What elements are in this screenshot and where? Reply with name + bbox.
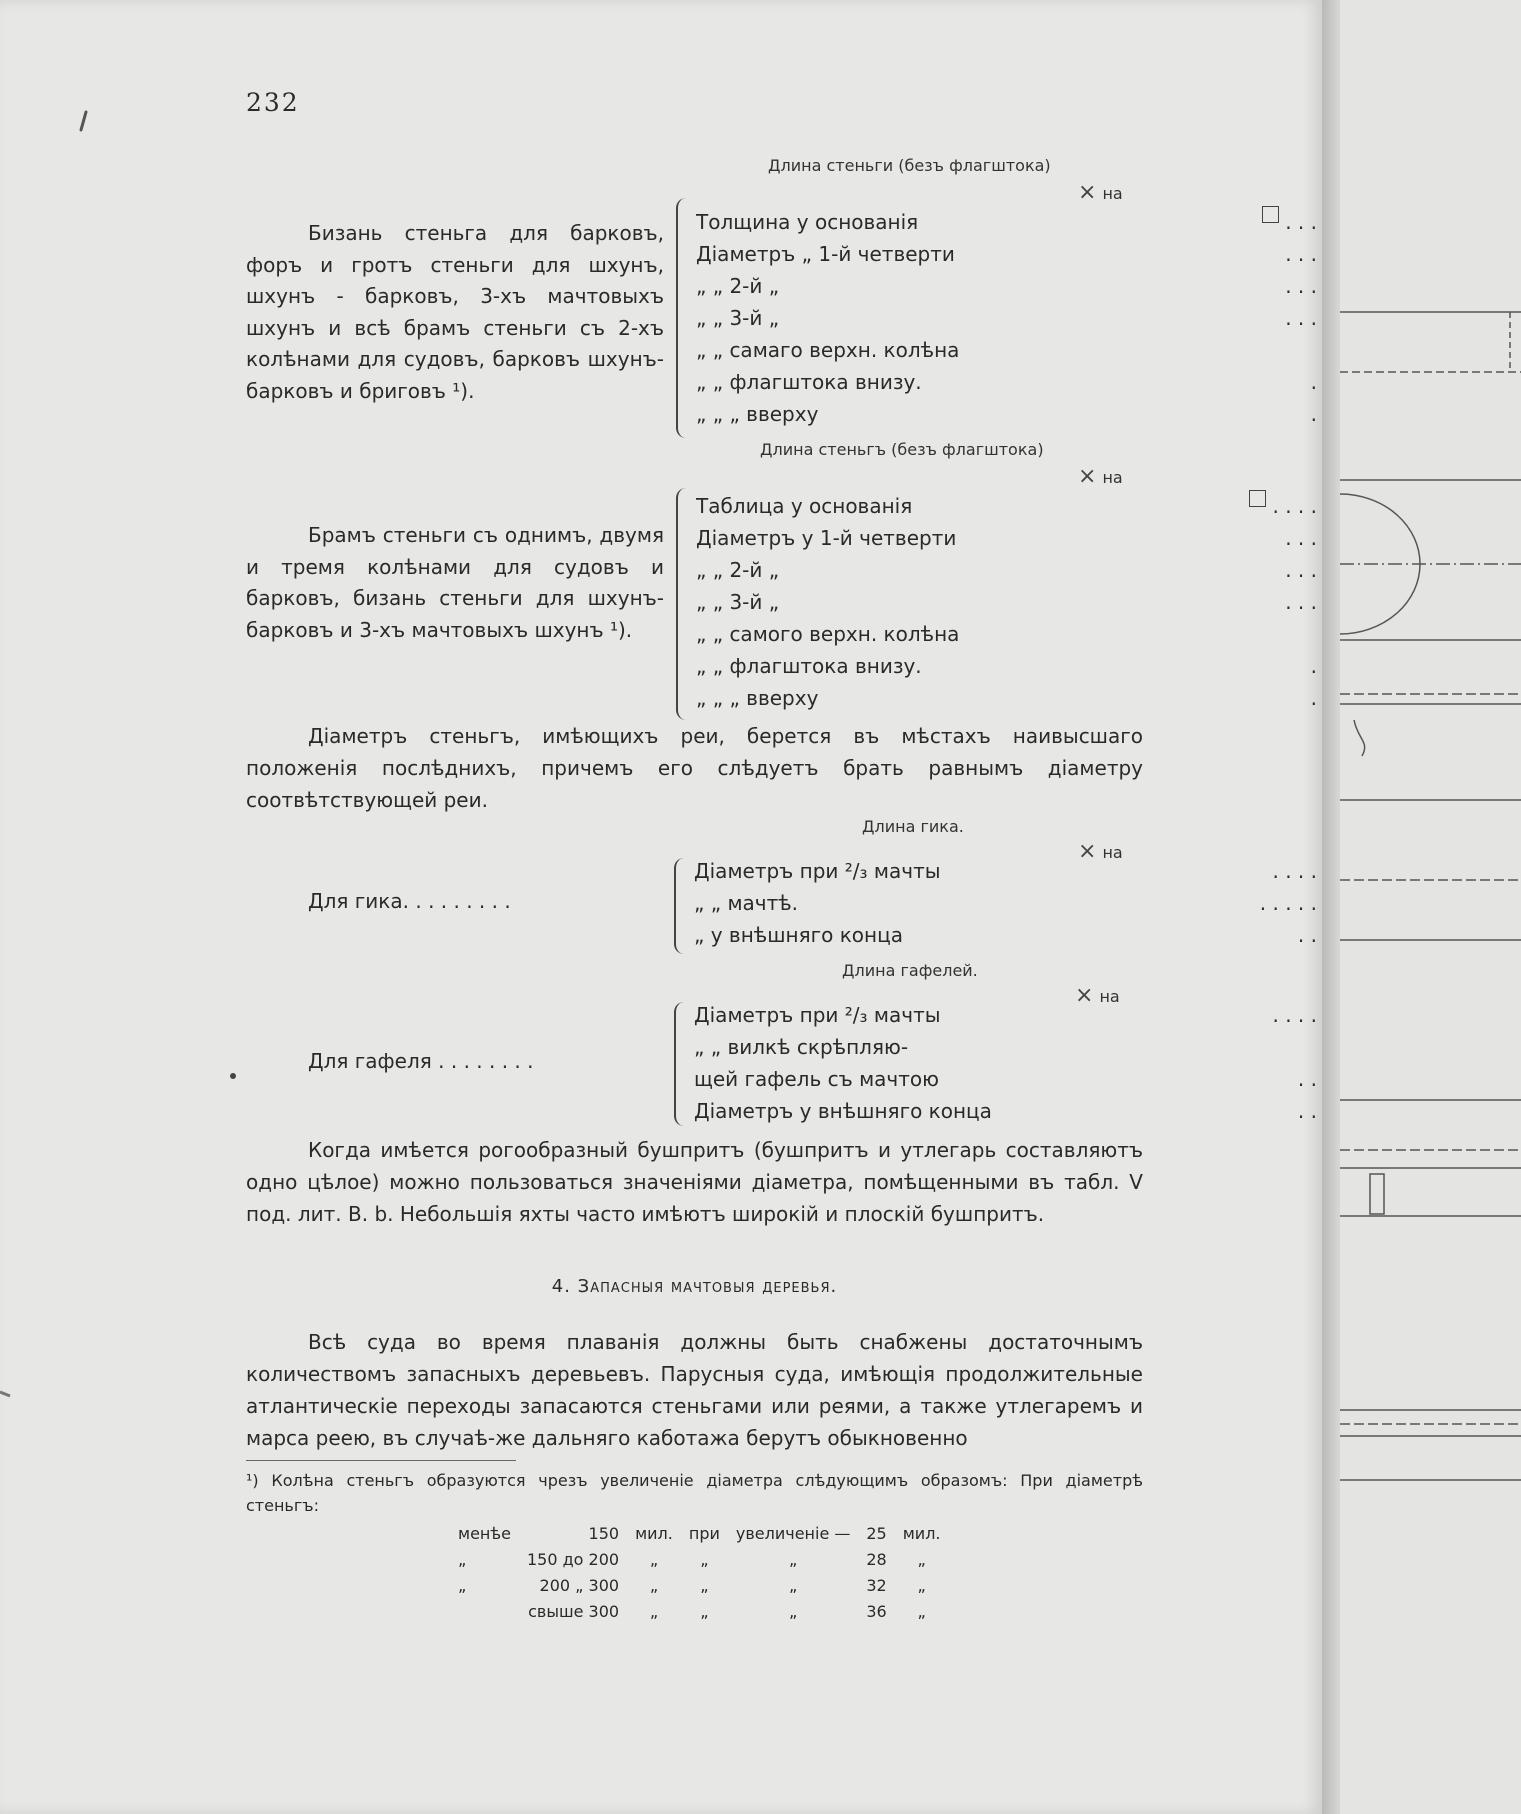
footnote-cell: 150 до 200: [526, 1549, 620, 1569]
row-label: Толщина у основанія: [696, 210, 919, 234]
section-4-unit: × на: [1075, 983, 1120, 1008]
row-leader-dots: . .: [1297, 923, 1317, 947]
row-leader-dots: . . . . .: [1259, 891, 1317, 915]
row-label: „ „ вилкѣ скрѣпляю-: [694, 1035, 909, 1059]
row-label: „ „ 2-й „: [696, 274, 780, 298]
row-label: щей гафель съ мачтою: [694, 1067, 939, 1091]
table-row: [696, 366, 1393, 398]
paragraph-bowsprit: Когда имѣется рогообразный бушпритъ (бушпритъ и утлегарь составляютъ одно цѣлое) можно пользоваться значеніями діаметра, помѣщенными въ табл. V под. лит. В. b. Небольшія яхты часто имѣютъ широкій и плоскій бушпритъ.: [246, 1138, 1143, 1226]
row-label: „ „ самаго верхн. колѣна: [696, 338, 960, 362]
paragraph-diameter: Діаметръ стеньгъ, имѣющихъ реи, берется въ мѣстахъ наивысшаго положенія послѣднихъ, причемъ его слѣдуетъ брать равнымъ діаметру соотвѣтствующей реи.: [246, 724, 1143, 812]
footnote-cell: „: [788, 1601, 798, 1621]
row-leader-dots: .: [1310, 402, 1317, 426]
row-label: „ „ „ вверху: [696, 402, 819, 426]
page-number: 232: [246, 88, 300, 117]
section-4-description: Для гафеля . . . . . . . .: [308, 1049, 534, 1073]
table-row: [696, 650, 1393, 682]
footnote-cell: 28: [866, 1549, 887, 1569]
table-row: [694, 887, 1393, 919]
row-label: „ „ 2-й „: [696, 558, 780, 582]
row-label: Діаметръ у внѣшняго конца: [694, 1099, 992, 1123]
table-row: [696, 334, 1393, 366]
table-row: [696, 554, 1393, 586]
table-row: [696, 238, 1393, 270]
row-label: „ „ мачтѣ.: [694, 891, 799, 915]
footnote-cell: при: [688, 1523, 720, 1543]
table-row: [696, 270, 1393, 302]
footnote-cell: „: [788, 1575, 798, 1595]
section-2-table: [696, 490, 1393, 714]
table-row: [694, 1063, 1393, 1095]
table-row: [694, 855, 1393, 887]
row-label: Діаметръ у 1-й четверти: [696, 526, 957, 550]
table-row: [696, 302, 1393, 334]
footnote-cell: 150: [588, 1523, 620, 1543]
row-leader-dots: . . .: [1285, 242, 1317, 266]
footnote-cell: „: [649, 1575, 659, 1595]
footnote: ¹) Колѣна стеньгъ образуются чрезъ увеличеніе діаметра слѣдующимъ образомъ: При діаметрѣ стеньгъ:: [246, 1471, 1143, 1515]
table-row: [696, 618, 1393, 650]
row-label: Таблица у основанія: [696, 494, 913, 518]
section-2-caption: Длина стеньгъ (безъ флагштока): [760, 440, 1044, 459]
row-leader-dots: . . . .: [1272, 1003, 1317, 1027]
table-row: [694, 999, 1393, 1031]
footnote-row: [450, 1572, 949, 1598]
row-leader-dots: . . .: [1285, 274, 1317, 298]
table-row: [694, 1031, 1393, 1063]
footnote-cell: „: [458, 1575, 467, 1595]
footnote-cell: „: [649, 1601, 659, 1621]
footnote-cell: „: [917, 1575, 926, 1595]
footnote-rule: [246, 1460, 516, 1461]
row-label: „ „ самого верхн. колѣна: [696, 622, 960, 646]
section-2-unit: × на: [1078, 464, 1123, 489]
row-label: Діаметръ „ 1-й четверти: [696, 242, 955, 266]
footnote-cell: увеличеніе —: [735, 1523, 851, 1543]
footnote-cell: „: [788, 1549, 798, 1569]
row-leader-dots: . . .: [1285, 306, 1317, 330]
footnote-cell: мил.: [902, 1523, 941, 1543]
row-label: „ „ флагштока внизу.: [696, 370, 922, 394]
section-2-description: Брамъ стеньги съ однимъ, двумя и тремя колѣнами для судовъ и барковъ, бизань стеньги для шхунъ-барковъ и 3-хъ мачтовыхъ шхунъ ¹).: [246, 523, 664, 642]
footnote-cell: „: [917, 1601, 926, 1621]
paragraph-spare-spars: Всѣ суда во время плаванія должны быть снабжены достаточнымъ количествомъ запасныхъ деревьевъ. Парусныя суда, имѣющія продолжительные атлантическіе переходы запасаются стеньгами или реями, а также утлегаремъ и марса реею, въ случаѣ-же дальняго каботажа берутъ обыкновенно: [246, 1330, 1143, 1450]
table-row: [696, 586, 1393, 618]
row-leader-dots: . .: [1297, 1067, 1317, 1091]
section-1-brace: [676, 198, 692, 438]
footnote-cell: „: [649, 1549, 659, 1569]
row-leader-dots: .: [1310, 370, 1317, 394]
row-leader-dots: .: [1310, 654, 1317, 678]
row-label: „ „ 3-й „: [696, 590, 780, 614]
row-leader-dots: . . .: [1285, 210, 1317, 234]
table-row: [696, 682, 1393, 714]
footnote-cell: „: [917, 1549, 926, 1569]
section-1-table: [696, 206, 1393, 430]
table-row: [696, 398, 1393, 430]
binding-gutter: [1322, 0, 1340, 1814]
row-leader-dots: . . .: [1285, 526, 1317, 550]
table-row: [694, 919, 1393, 951]
footnote-cell: 32: [866, 1575, 887, 1595]
footnote-cell: [450, 1598, 519, 1624]
times-icon: ×: [1075, 983, 1094, 1008]
section-2-brace: [676, 488, 692, 720]
section-4-table: [694, 999, 1393, 1127]
row-leader-dots: . . . .: [1272, 494, 1317, 518]
footnote-row: [450, 1546, 949, 1572]
footnote-row: [450, 1598, 949, 1624]
section-3-brace: [674, 858, 690, 954]
footnote-cell: менѣе: [458, 1523, 511, 1543]
section-3-description: Для гика. . . . . . . . .: [308, 889, 511, 913]
row-label: „ „ флагштока внизу.: [696, 654, 922, 678]
square-symbol-icon: [1262, 206, 1279, 223]
footnote-cell: 200 „ 300: [539, 1575, 620, 1595]
footnote-cell: 25: [866, 1523, 887, 1543]
times-icon: ×: [1078, 839, 1097, 864]
row-leader-dots: . .: [1297, 1099, 1317, 1123]
section-1-description: Бизань стеньга для барковъ, форъ и гротъ стеньги для шхунъ, шхунъ - барковъ, 3-хъ мачтовыхъ шхунъ и всѣ брамъ стеньги съ 2-хъ колѣнами для судовъ, барковъ шхунъ-барковъ и бриговъ ¹).: [246, 221, 664, 403]
square-symbol-icon: [1249, 490, 1266, 507]
row-label: „ „ 3-й „: [696, 306, 780, 330]
footnote-cell: 36: [866, 1601, 887, 1621]
row-label: „ у внѣшняго конца: [694, 923, 903, 947]
table-row: [696, 490, 1393, 522]
times-icon: ×: [1078, 180, 1097, 205]
footnote-row: [450, 1520, 949, 1546]
row-leader-dots: . . . .: [1272, 859, 1317, 883]
footnote-cell: „: [458, 1549, 467, 1569]
footnote-cell: „: [700, 1575, 709, 1595]
row-label: Діаметръ при ²/₃ мачты: [694, 859, 941, 883]
section-3-unit: × на: [1078, 839, 1123, 864]
row-leader-dots: .: [1310, 686, 1317, 710]
row-label: Діаметръ при ²/₃ мачты: [694, 1003, 941, 1027]
row-leader-dots: . . .: [1285, 558, 1317, 582]
table-row: [694, 1095, 1393, 1127]
section-heading: 4. Запасныя мачтовыя деревья.: [551, 1276, 838, 1297]
footnote-cell: свыше 300: [528, 1601, 620, 1621]
table-row: [696, 206, 1393, 238]
section-1-unit: × на: [1078, 180, 1123, 205]
section-4-brace: [674, 1002, 690, 1126]
section-1-caption: Длина стеньги (безъ флагштока): [768, 156, 1051, 175]
footnote-cell: мил.: [635, 1523, 673, 1543]
row-label: „ „ „ вверху: [696, 686, 819, 710]
footnote-cell: „: [700, 1549, 709, 1569]
section-3-caption: Длина гика.: [862, 817, 964, 836]
technical-drawing: [1340, 0, 1521, 1814]
times-icon: ×: [1078, 464, 1097, 489]
row-leader-dots: . . .: [1285, 590, 1317, 614]
table-row: [696, 522, 1393, 554]
section-3-table: [694, 855, 1393, 951]
footnote-table: [450, 1520, 949, 1624]
section-4-caption: Длина гафелей.: [842, 961, 978, 980]
footnote-cell: „: [700, 1601, 709, 1621]
adjacent-page-drawing: [1340, 0, 1521, 1814]
